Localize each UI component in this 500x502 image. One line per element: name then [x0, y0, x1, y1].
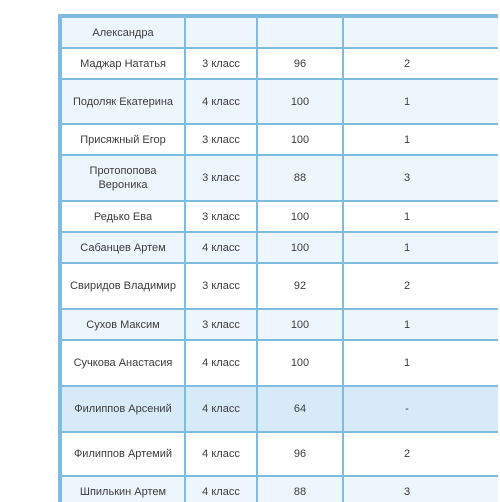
score-cell: 88 [257, 476, 343, 502]
student-name-cell: Редько Ева [61, 201, 185, 232]
student-name-cell: Свиридов Владимир [61, 263, 185, 309]
student-name-cell: Сабанцев Артем [61, 232, 185, 263]
results-table-body [61, 17, 498, 502]
grade-cell: 3 класс [185, 48, 257, 79]
student-name-cell: Филиппов Артемий [61, 432, 185, 476]
table-row [61, 124, 498, 155]
place-cell: - [343, 386, 498, 432]
place-cell: 2 [343, 432, 498, 476]
place-cell: 1 [343, 201, 498, 232]
grade-cell: 4 класс [185, 386, 257, 432]
grade-cell: 3 класс [185, 155, 257, 201]
place-cell: 1 [343, 340, 498, 386]
grade-cell: 3 класс [185, 201, 257, 232]
student-name-cell: Шпилькин Артем [61, 476, 185, 502]
place-cell: 3 [343, 476, 498, 502]
table-row [61, 309, 498, 340]
table-row [61, 48, 498, 79]
grade-cell: 3 класс [185, 124, 257, 155]
student-name-cell: Подоляк Екатерина [61, 79, 185, 124]
grade-cell: 4 класс [185, 432, 257, 476]
score-cell [257, 17, 343, 48]
results-table-frame [58, 14, 498, 502]
place-cell: 1 [343, 124, 498, 155]
student-name-cell: Маджар Нататья [61, 48, 185, 79]
student-name-cell: Протопопова Вероника [61, 155, 185, 201]
results-table [60, 16, 498, 502]
table-row [61, 232, 498, 263]
student-name-cell: Сучкова Анастасия [61, 340, 185, 386]
grade-cell: 3 класс [185, 309, 257, 340]
grade-cell: 4 класс [185, 340, 257, 386]
grade-cell: 4 класс [185, 232, 257, 263]
place-cell: 3 [343, 155, 498, 201]
score-cell: 100 [257, 201, 343, 232]
place-cell: 2 [343, 263, 498, 309]
score-cell: 96 [257, 432, 343, 476]
table-row [61, 386, 498, 432]
score-cell: 100 [257, 340, 343, 386]
score-cell: 100 [257, 232, 343, 263]
place-cell: 2 [343, 48, 498, 79]
grade-cell [185, 17, 257, 48]
score-cell: 96 [257, 48, 343, 79]
grade-cell: 3 класс [185, 263, 257, 309]
score-cell: 64 [257, 386, 343, 432]
score-cell: 100 [257, 124, 343, 155]
place-cell [343, 17, 498, 48]
table-row [61, 201, 498, 232]
score-cell: 88 [257, 155, 343, 201]
table-row [61, 476, 498, 502]
score-cell: 100 [257, 79, 343, 124]
place-cell: 1 [343, 232, 498, 263]
place-cell: 1 [343, 79, 498, 124]
table-row [61, 79, 498, 124]
place-cell: 1 [343, 309, 498, 340]
table-row [61, 263, 498, 309]
grade-cell: 4 класс [185, 79, 257, 124]
student-name-cell: Сухов Максим [61, 309, 185, 340]
table-row [61, 432, 498, 476]
score-cell: 100 [257, 309, 343, 340]
table-row [61, 17, 498, 48]
grade-cell: 4 класс [185, 476, 257, 502]
student-name-cell: Присяжный Егор [61, 124, 185, 155]
student-name-cell: Филиппов Арсений [61, 386, 185, 432]
student-name-cell: Александра [61, 17, 185, 48]
score-cell: 92 [257, 263, 343, 309]
table-row [61, 155, 498, 201]
table-row [61, 340, 498, 386]
